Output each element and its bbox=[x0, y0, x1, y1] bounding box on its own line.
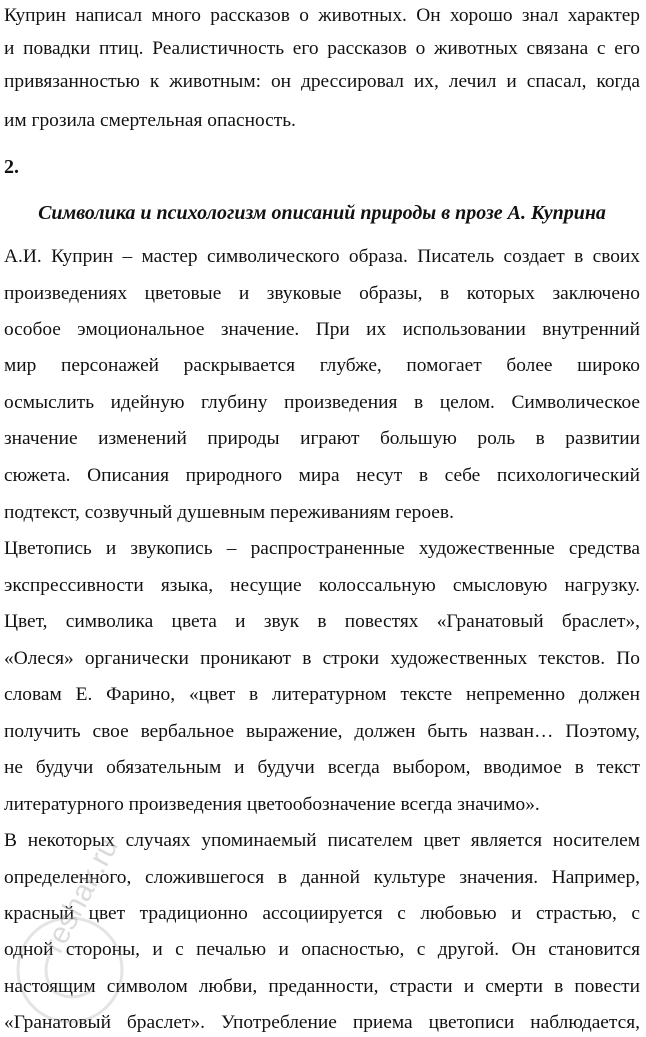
text-line: «Олеся» органически проникают в строки художественных текстов. По bbox=[4, 648, 640, 669]
watermark-text: reshak.ru bbox=[37, 832, 125, 959]
text-line: привязанностью к животным: он дрессировал их, лечил и спасал, когда bbox=[4, 71, 640, 92]
text-line: Цветопись и звукопись – распространенные художественные средства bbox=[4, 538, 640, 559]
text-line: и повадки птиц. Реалистичность его рассказов о животных связана с его bbox=[4, 38, 640, 59]
text-line: А.И. Куприн – мастер символического образа. Писатель создает в своих bbox=[4, 246, 640, 267]
text-line: произведениях цветовые и звуковые образы, в которых заключено bbox=[4, 283, 640, 304]
text-line: Куприн написал много рассказов о животных. Он хорошо знал характер bbox=[4, 5, 640, 26]
watermark-circle bbox=[18, 918, 122, 1022]
text-line: особое эмоциональное значение. При их использовании внутренний bbox=[4, 319, 640, 340]
text-line: литературного произведения цветообозначение всегда значимо». bbox=[4, 794, 540, 815]
text-line: «Гранатовый браслет». Употребление приема цветописи наблюдается, bbox=[4, 1012, 640, 1033]
text-line: им грозила смертельная опасность. bbox=[4, 110, 296, 131]
text-line: подтекст, созвучный душевным переживаниям героев. bbox=[4, 502, 454, 523]
text-line: сюжета. Описания природного мира несут в себе психологический bbox=[4, 465, 640, 486]
text-line: значение изменений природы играют большую роль в развитии bbox=[4, 428, 640, 449]
text-line: красный цвет традиционно ассоциируется с любовью и страстью, с bbox=[4, 903, 640, 924]
text-line: мир персонажей раскрывается глубже, помогает более широко bbox=[4, 355, 640, 376]
text-line: получить свое вербальное выражение, должен быть назван… Поэтому, bbox=[4, 721, 640, 742]
text-line: определенного, сложившегося в данной культуре значения. Например, bbox=[4, 867, 640, 888]
text-line: осмыслить идейную глубину произведения в целом. Символическое bbox=[4, 392, 640, 413]
text-line: словам Е. Фарино, «цвет в литературном тексте непременно должен bbox=[4, 684, 640, 705]
text-line: В некоторых случаях упоминаемый писателем цвет является носителем bbox=[4, 830, 640, 851]
section-number: 2. bbox=[4, 156, 19, 178]
text-line: настоящим символом любви, преданности, страсти и смерти в повести bbox=[4, 976, 640, 997]
text-line: экспрессивности языка, несущие колоссальную смысловую нагрузку. bbox=[4, 575, 640, 596]
text-line: не будучи обязательным и будучи всегда выбором, вводимое в текст bbox=[4, 757, 640, 778]
text-line: одной стороны, и с печалью и опасностью, с другой. Он становится bbox=[4, 939, 640, 960]
section-title: Символика и психологизм описаний природы в прозе А. Куприна bbox=[38, 202, 606, 224]
text-line: Цвет, символика цвета и звук в повестях «Гранатовый браслет», bbox=[4, 611, 640, 632]
